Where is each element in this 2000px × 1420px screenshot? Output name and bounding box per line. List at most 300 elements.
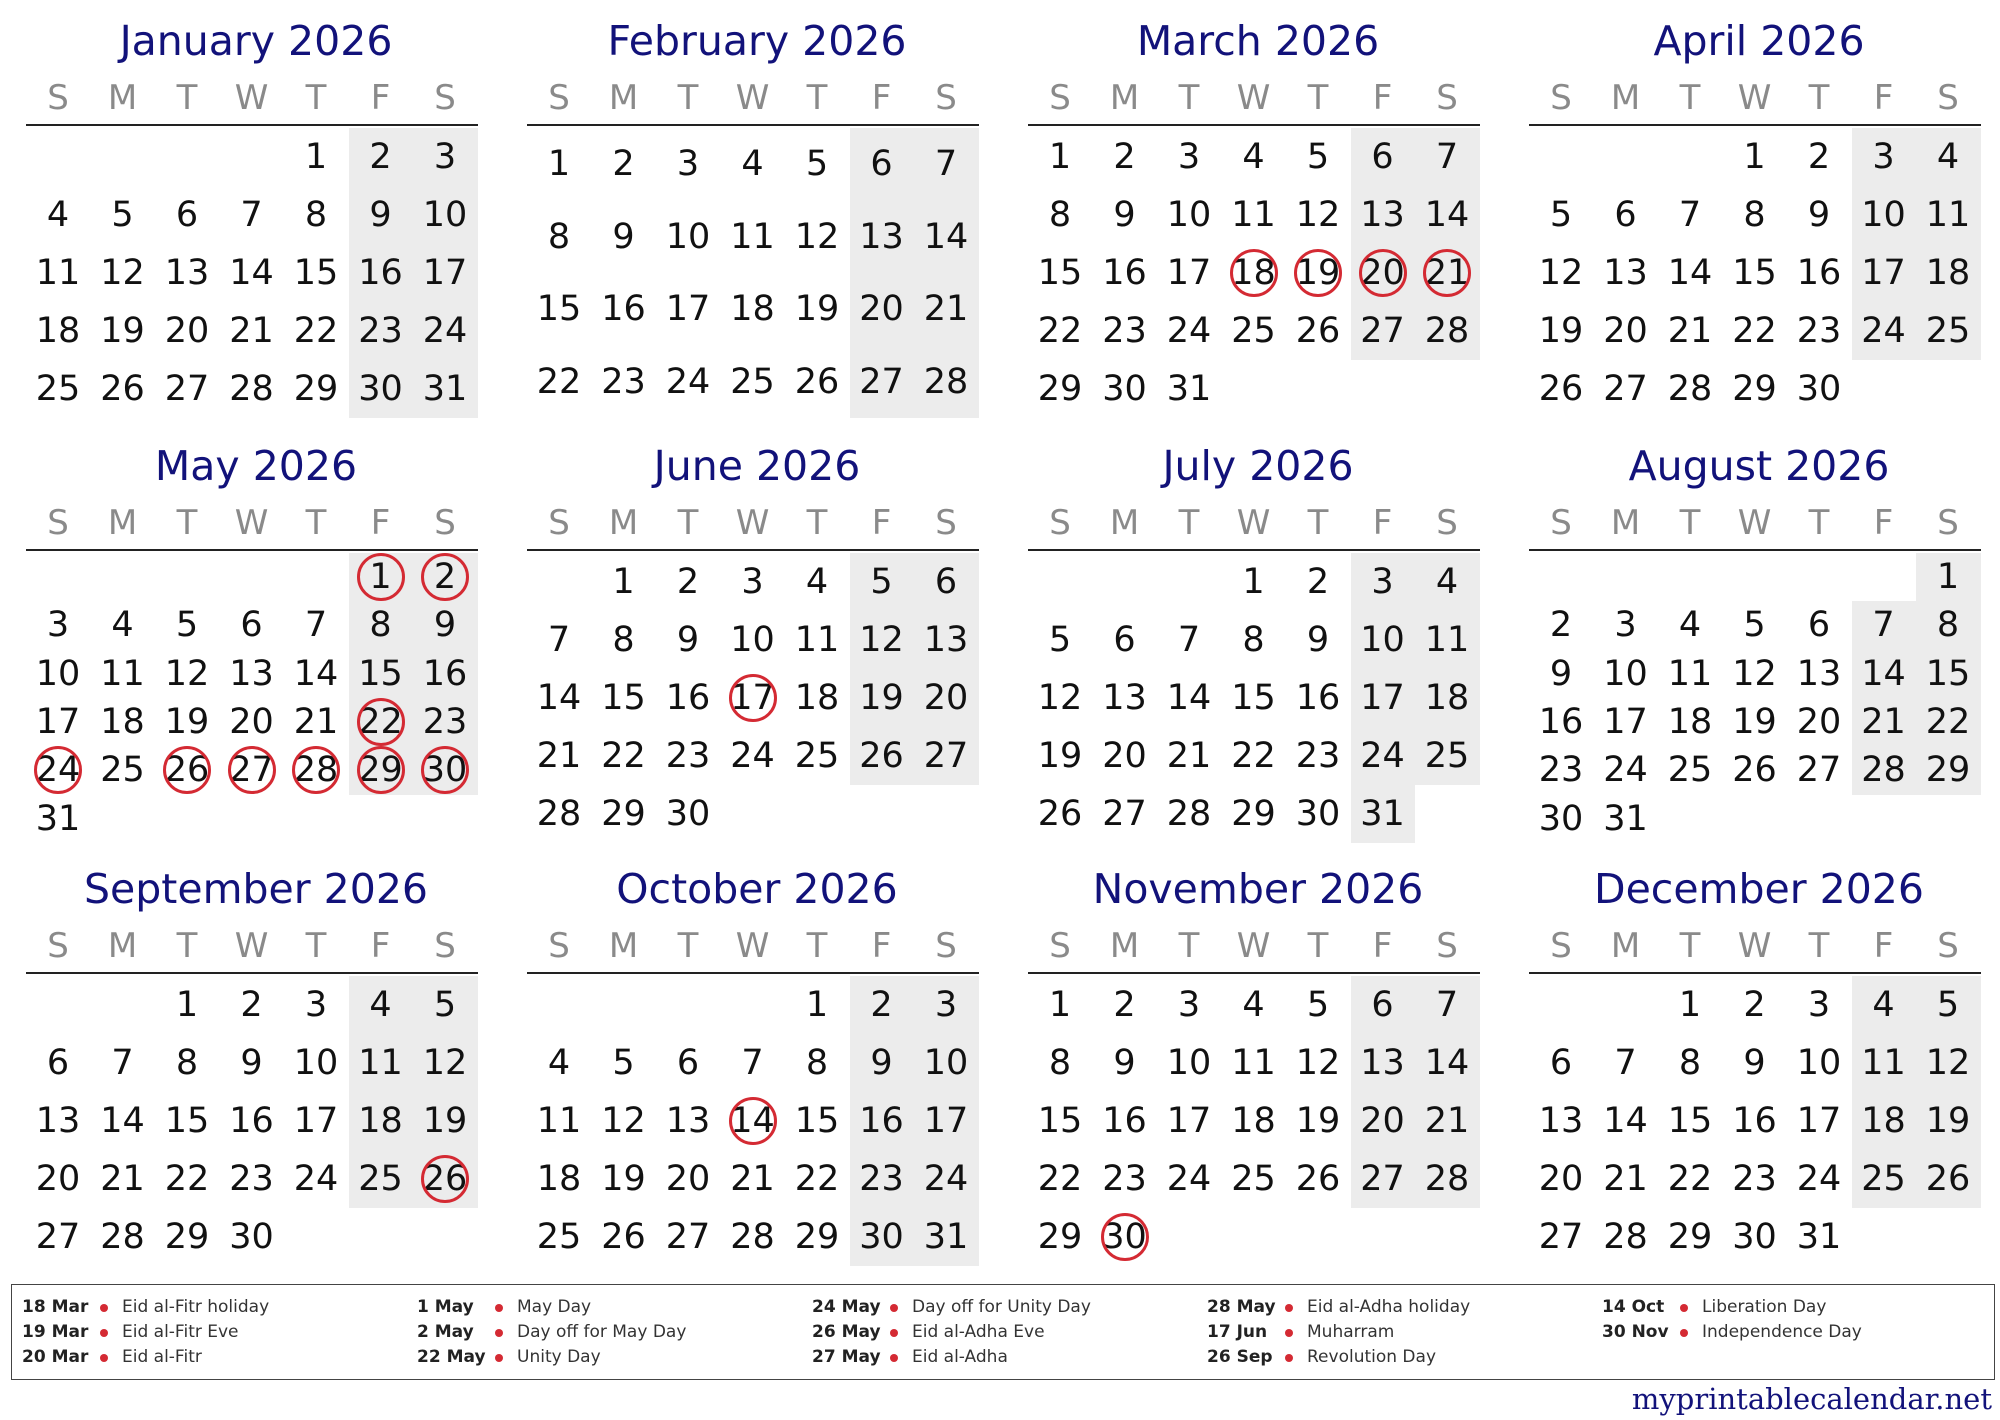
- date-cell[interactable]: 11: [1861, 1043, 1906, 1083]
- date-cell[interactable]: 30: [229, 1217, 274, 1257]
- date-cell[interactable]: 28: [1424, 1159, 1470, 1199]
- date-cell[interactable]: 27: [1796, 750, 1842, 791]
- date-cell[interactable]: 14: [229, 253, 274, 293]
- date-cell[interactable]: 22: [794, 1159, 840, 1199]
- date-cell[interactable]: 1: [1048, 985, 1072, 1025]
- date-cell[interactable]: 20: [1360, 1101, 1405, 1141]
- date-cell[interactable]: 15: [1925, 653, 1971, 694]
- date-cell[interactable]: 9: [1113, 1043, 1136, 1083]
- date-cell[interactable]: 7: [240, 195, 263, 235]
- date-cell[interactable]: 14: [536, 678, 582, 718]
- date-cell[interactable]: 4: [1242, 137, 1265, 177]
- date-cell[interactable]: 16: [422, 653, 468, 694]
- date-cell[interactable]: 26: [1925, 1159, 1971, 1199]
- date-cell[interactable]: 25: [358, 1159, 403, 1199]
- date-cell[interactable]: 3: [934, 985, 958, 1025]
- date-cell[interactable]: 30: [1732, 1217, 1777, 1257]
- date-cell[interactable]: 6: [934, 562, 958, 602]
- date-cell[interactable]: 17: [422, 253, 468, 293]
- holiday-date[interactable]: 17: [721, 669, 785, 727]
- date-cell[interactable]: 10: [1796, 1043, 1842, 1083]
- holiday-date[interactable]: 2: [413, 553, 477, 601]
- date-cell[interactable]: 22: [1231, 736, 1276, 776]
- date-cell[interactable]: 8: [1242, 620, 1265, 660]
- date-cell[interactable]: 3: [304, 985, 328, 1025]
- date-cell[interactable]: 6: [175, 195, 199, 235]
- date-cell[interactable]: 5: [111, 195, 134, 235]
- date-cell[interactable]: 21: [100, 1159, 145, 1199]
- date-cell[interactable]: 17: [1603, 702, 1648, 742]
- date-cell[interactable]: 20: [859, 289, 904, 329]
- date-cell[interactable]: 23: [358, 311, 403, 351]
- date-cell[interactable]: 24: [730, 736, 775, 776]
- date-cell[interactable]: 17: [665, 289, 711, 329]
- date-cell[interactable]: 24: [1166, 1159, 1212, 1199]
- date-cell[interactable]: 24: [1861, 311, 1906, 351]
- date-cell[interactable]: 19: [1732, 702, 1777, 742]
- date-cell[interactable]: 6: [1614, 195, 1637, 235]
- date-cell[interactable]: 27: [1360, 1159, 1405, 1199]
- date-cell[interactable]: 20: [1538, 1159, 1584, 1199]
- date-cell[interactable]: 4: [111, 605, 134, 646]
- date-cell[interactable]: 16: [859, 1101, 904, 1141]
- date-cell[interactable]: 7: [1435, 985, 1459, 1025]
- date-cell[interactable]: 9: [1549, 653, 1573, 694]
- date-cell[interactable]: 21: [1603, 1159, 1648, 1199]
- date-cell[interactable]: 15: [293, 253, 339, 293]
- date-cell[interactable]: 14: [1424, 195, 1470, 235]
- date-cell[interactable]: 24: [1603, 750, 1648, 791]
- holiday-date[interactable]: 26: [413, 1150, 477, 1208]
- date-cell[interactable]: 22: [1667, 1159, 1713, 1199]
- date-cell[interactable]: 9: [612, 216, 635, 257]
- date-cell[interactable]: 30: [859, 1217, 904, 1257]
- date-cell[interactable]: 14: [1166, 678, 1212, 718]
- date-cell[interactable]: 8: [1048, 1043, 1072, 1083]
- date-cell[interactable]: 5: [1743, 605, 1766, 646]
- date-cell[interactable]: 13: [1603, 253, 1648, 293]
- date-cell[interactable]: 14: [1603, 1101, 1648, 1141]
- date-cell[interactable]: 5: [1306, 985, 1330, 1025]
- date-cell[interactable]: 2: [676, 562, 700, 602]
- date-cell[interactable]: 22: [1037, 1159, 1083, 1199]
- date-cell[interactable]: 26: [1037, 794, 1083, 834]
- date-cell[interactable]: 27: [1360, 311, 1405, 351]
- date-cell[interactable]: 19: [1925, 1101, 1971, 1141]
- date-cell[interactable]: 1: [1242, 562, 1265, 602]
- date-cell[interactable]: 9: [240, 1043, 263, 1083]
- date-cell[interactable]: 6: [1371, 137, 1394, 177]
- date-cell[interactable]: 9: [1306, 620, 1330, 660]
- date-cell[interactable]: 22: [536, 361, 582, 402]
- date-cell[interactable]: 11: [536, 1101, 582, 1141]
- date-cell[interactable]: 8: [612, 620, 635, 660]
- date-cell[interactable]: 27: [859, 361, 904, 402]
- date-cell[interactable]: 23: [1102, 1159, 1147, 1199]
- date-cell[interactable]: 15: [536, 289, 582, 329]
- holiday-date[interactable]: 24: [26, 746, 90, 794]
- date-cell[interactable]: 12: [1295, 1043, 1341, 1083]
- date-cell[interactable]: 15: [164, 1101, 210, 1141]
- holiday-date[interactable]: 28: [284, 746, 348, 794]
- date-cell[interactable]: 3: [1371, 562, 1394, 602]
- date-cell[interactable]: 26: [859, 736, 904, 776]
- date-cell[interactable]: 4: [369, 985, 392, 1025]
- date-cell[interactable]: 19: [422, 1101, 468, 1141]
- date-cell[interactable]: 27: [35, 1217, 81, 1257]
- date-cell[interactable]: 23: [422, 702, 468, 742]
- date-cell[interactable]: 25: [1861, 1159, 1906, 1199]
- date-cell[interactable]: 10: [730, 620, 775, 660]
- date-cell[interactable]: 11: [1424, 620, 1470, 660]
- date-cell[interactable]: 11: [1925, 195, 1971, 235]
- date-cell[interactable]: 14: [1667, 253, 1713, 293]
- date-cell[interactable]: 31: [35, 798, 81, 839]
- date-cell[interactable]: 5: [805, 144, 829, 184]
- date-cell[interactable]: 24: [665, 361, 711, 402]
- date-cell[interactable]: 12: [100, 253, 145, 293]
- date-cell[interactable]: 22: [1925, 702, 1971, 742]
- date-cell[interactable]: 22: [164, 1159, 210, 1199]
- date-cell[interactable]: 5: [1048, 620, 1072, 660]
- date-cell[interactable]: 4: [1872, 985, 1895, 1025]
- date-cell[interactable]: 14: [100, 1101, 145, 1141]
- date-cell[interactable]: 21: [229, 311, 274, 351]
- date-cell[interactable]: 17: [35, 702, 81, 742]
- date-cell[interactable]: 11: [1231, 195, 1276, 235]
- date-cell[interactable]: 27: [923, 736, 969, 776]
- date-cell[interactable]: 22: [601, 736, 646, 776]
- holiday-date[interactable]: 27: [220, 746, 284, 794]
- date-cell[interactable]: 27: [1102, 794, 1147, 834]
- date-cell[interactable]: 3: [433, 137, 457, 177]
- date-cell[interactable]: 17: [1861, 253, 1906, 293]
- date-cell[interactable]: 12: [794, 216, 840, 257]
- date-cell[interactable]: 15: [1037, 253, 1083, 293]
- date-cell[interactable]: 19: [601, 1159, 646, 1199]
- date-cell[interactable]: 1: [1048, 137, 1072, 177]
- date-cell[interactable]: 4: [805, 562, 829, 602]
- date-cell[interactable]: 20: [164, 311, 210, 351]
- date-cell[interactable]: 17: [1360, 678, 1405, 718]
- date-cell[interactable]: 23: [1732, 1159, 1777, 1199]
- date-cell[interactable]: 12: [422, 1043, 468, 1083]
- date-cell[interactable]: 23: [1796, 311, 1842, 351]
- date-cell[interactable]: 4: [46, 195, 70, 235]
- holiday-date[interactable]: 1: [349, 553, 413, 601]
- holiday-date[interactable]: 29: [349, 746, 413, 794]
- date-cell[interactable]: 7: [547, 620, 571, 660]
- date-cell[interactable]: 15: [1667, 1101, 1713, 1141]
- date-cell[interactable]: 8: [369, 605, 392, 646]
- date-cell[interactable]: 15: [794, 1101, 840, 1141]
- date-cell[interactable]: 21: [1166, 736, 1212, 776]
- date-cell[interactable]: 3: [1614, 605, 1637, 646]
- date-cell[interactable]: 20: [35, 1159, 81, 1199]
- date-cell[interactable]: 9: [433, 605, 457, 646]
- date-cell[interactable]: 5: [175, 605, 199, 646]
- date-cell[interactable]: 23: [601, 361, 646, 402]
- date-cell[interactable]: 18: [100, 702, 145, 742]
- date-cell[interactable]: 28: [536, 794, 582, 834]
- date-cell[interactable]: 25: [1925, 311, 1971, 351]
- holiday-date[interactable]: 22: [349, 698, 413, 746]
- date-cell[interactable]: 21: [1424, 1101, 1470, 1141]
- date-cell[interactable]: 25: [536, 1217, 582, 1257]
- date-cell[interactable]: 16: [1102, 253, 1147, 293]
- date-cell[interactable]: 8: [1048, 195, 1072, 235]
- date-cell[interactable]: 12: [164, 653, 210, 694]
- date-cell[interactable]: 18: [1424, 678, 1470, 718]
- date-cell[interactable]: 14: [923, 216, 969, 257]
- date-cell[interactable]: 21: [730, 1159, 775, 1199]
- date-cell[interactable]: 26: [1295, 1159, 1341, 1199]
- date-cell[interactable]: 16: [1796, 253, 1842, 293]
- date-cell[interactable]: 28: [1861, 750, 1906, 791]
- date-cell[interactable]: 8: [1936, 605, 1960, 646]
- date-cell[interactable]: 21: [1861, 702, 1906, 742]
- date-cell[interactable]: 25: [1667, 750, 1713, 791]
- date-cell[interactable]: 7: [1435, 137, 1459, 177]
- date-cell[interactable]: 18: [1925, 253, 1971, 293]
- date-cell[interactable]: 18: [730, 289, 775, 329]
- date-cell[interactable]: 29: [164, 1217, 210, 1257]
- date-cell[interactable]: 7: [1678, 195, 1702, 235]
- date-cell[interactable]: 21: [536, 736, 582, 776]
- date-cell[interactable]: 1: [1743, 137, 1766, 177]
- date-cell[interactable]: 9: [676, 620, 700, 660]
- date-cell[interactable]: 20: [1796, 702, 1842, 742]
- date-cell[interactable]: 13: [665, 1101, 711, 1141]
- date-cell[interactable]: 23: [665, 736, 711, 776]
- date-cell[interactable]: 29: [1667, 1217, 1713, 1257]
- date-cell[interactable]: 20: [665, 1159, 711, 1199]
- date-cell[interactable]: 17: [293, 1101, 339, 1141]
- date-cell[interactable]: 15: [1732, 253, 1777, 293]
- date-cell[interactable]: 24: [1166, 311, 1212, 351]
- date-cell[interactable]: 27: [1603, 369, 1648, 409]
- date-cell[interactable]: 7: [111, 1043, 134, 1083]
- date-cell[interactable]: 18: [1667, 702, 1713, 742]
- date-cell[interactable]: 3: [1177, 137, 1201, 177]
- date-cell[interactable]: 2: [1113, 985, 1136, 1025]
- date-cell[interactable]: 11: [35, 253, 81, 293]
- date-cell[interactable]: 2: [1113, 137, 1136, 177]
- date-cell[interactable]: 17: [1166, 1101, 1212, 1141]
- date-cell[interactable]: 27: [1538, 1217, 1584, 1257]
- date-cell[interactable]: 2: [369, 137, 392, 177]
- date-cell[interactable]: 5: [612, 1043, 635, 1083]
- date-cell[interactable]: 29: [1037, 1217, 1083, 1257]
- date-cell[interactable]: 16: [601, 289, 646, 329]
- date-cell[interactable]: 12: [1538, 253, 1584, 293]
- holiday-date[interactable]: 18: [1222, 244, 1286, 302]
- date-cell[interactable]: 11: [730, 216, 775, 257]
- date-cell[interactable]: 7: [1614, 1043, 1637, 1083]
- date-cell[interactable]: 7: [1872, 605, 1895, 646]
- date-cell[interactable]: 4: [1936, 137, 1960, 177]
- date-cell[interactable]: 15: [1037, 1101, 1083, 1141]
- date-cell[interactable]: 3: [676, 144, 700, 184]
- date-cell[interactable]: 31: [1360, 794, 1405, 834]
- date-cell[interactable]: 30: [1538, 798, 1584, 839]
- date-cell[interactable]: 10: [1360, 620, 1405, 660]
- date-cell[interactable]: 8: [547, 216, 571, 257]
- date-cell[interactable]: 23: [1538, 750, 1584, 791]
- date-cell[interactable]: 26: [794, 361, 840, 402]
- date-cell[interactable]: 19: [100, 311, 145, 351]
- date-cell[interactable]: 12: [601, 1101, 646, 1141]
- date-cell[interactable]: 23: [859, 1159, 904, 1199]
- date-cell[interactable]: 18: [1861, 1101, 1906, 1141]
- date-cell[interactable]: 6: [1549, 1043, 1573, 1083]
- date-cell[interactable]: 1: [1936, 557, 1960, 597]
- date-cell[interactable]: 10: [1603, 653, 1648, 694]
- date-cell[interactable]: 21: [293, 702, 339, 742]
- date-cell[interactable]: 2: [1807, 137, 1831, 177]
- date-cell[interactable]: 27: [665, 1217, 711, 1257]
- date-cell[interactable]: 16: [665, 678, 711, 718]
- date-cell[interactable]: 7: [741, 1043, 764, 1083]
- date-cell[interactable]: 29: [1231, 794, 1276, 834]
- date-cell[interactable]: 8: [1678, 1043, 1702, 1083]
- date-cell[interactable]: 1: [547, 144, 571, 184]
- date-cell[interactable]: 31: [1796, 1217, 1842, 1257]
- date-cell[interactable]: 13: [859, 216, 904, 257]
- date-cell[interactable]: 16: [1102, 1101, 1147, 1141]
- date-cell[interactable]: 21: [1667, 311, 1713, 351]
- date-cell[interactable]: 12: [1295, 195, 1341, 235]
- date-cell[interactable]: 12: [1037, 678, 1083, 718]
- date-cell[interactable]: 24: [422, 311, 468, 351]
- date-cell[interactable]: 25: [794, 736, 840, 776]
- date-cell[interactable]: 2: [240, 985, 263, 1025]
- date-cell[interactable]: 10: [923, 1043, 969, 1083]
- date-cell[interactable]: 11: [1231, 1043, 1276, 1083]
- date-cell[interactable]: 12: [1925, 1043, 1971, 1083]
- date-cell[interactable]: 10: [1166, 195, 1212, 235]
- date-cell[interactable]: 26: [1732, 750, 1777, 791]
- date-cell[interactable]: 9: [1113, 195, 1136, 235]
- holiday-date[interactable]: 21: [1415, 244, 1479, 302]
- date-cell[interactable]: 12: [859, 620, 904, 660]
- date-cell[interactable]: 29: [1925, 750, 1971, 791]
- date-cell[interactable]: 28: [1166, 794, 1212, 834]
- site-credit[interactable]: myprintablecalendar.net: [1631, 1382, 1992, 1416]
- date-cell[interactable]: 22: [1037, 311, 1083, 351]
- date-cell[interactable]: 28: [100, 1217, 145, 1257]
- date-cell[interactable]: 22: [293, 311, 339, 351]
- date-cell[interactable]: 10: [665, 216, 711, 257]
- date-cell[interactable]: 28: [730, 1217, 775, 1257]
- date-cell[interactable]: 9: [1743, 1043, 1766, 1083]
- date-cell[interactable]: 1: [612, 562, 635, 602]
- date-cell[interactable]: 28: [923, 361, 969, 402]
- date-cell[interactable]: 31: [1166, 369, 1212, 409]
- date-cell[interactable]: 29: [601, 794, 646, 834]
- date-cell[interactable]: 2: [1306, 562, 1330, 602]
- date-cell[interactable]: 18: [536, 1159, 582, 1199]
- date-cell[interactable]: 15: [601, 678, 646, 718]
- date-cell[interactable]: 28: [1667, 369, 1713, 409]
- date-cell[interactable]: 20: [1603, 311, 1648, 351]
- date-cell[interactable]: 24: [1360, 736, 1405, 776]
- date-cell[interactable]: 24: [1796, 1159, 1842, 1199]
- date-cell[interactable]: 14: [1424, 1043, 1470, 1083]
- date-cell[interactable]: 9: [1807, 195, 1831, 235]
- date-cell[interactable]: 2: [1743, 985, 1766, 1025]
- date-cell[interactable]: 16: [1732, 1101, 1777, 1141]
- holiday-date[interactable]: 20: [1351, 244, 1415, 302]
- date-cell[interactable]: 2: [870, 985, 893, 1025]
- date-cell[interactable]: 10: [293, 1043, 339, 1083]
- date-cell[interactable]: 8: [304, 195, 328, 235]
- date-cell[interactable]: 29: [1732, 369, 1777, 409]
- date-cell[interactable]: 30: [1102, 369, 1147, 409]
- date-cell[interactable]: 6: [1371, 985, 1394, 1025]
- date-cell[interactable]: 3: [46, 605, 70, 646]
- date-cell[interactable]: 7: [304, 605, 328, 646]
- date-cell[interactable]: 17: [923, 1101, 969, 1141]
- date-cell[interactable]: 6: [676, 1043, 700, 1083]
- date-cell[interactable]: 13: [1360, 1043, 1405, 1083]
- date-cell[interactable]: 13: [229, 653, 274, 694]
- date-cell[interactable]: 3: [1807, 985, 1831, 1025]
- date-cell[interactable]: 25: [100, 750, 145, 791]
- date-cell[interactable]: 6: [870, 144, 893, 184]
- date-cell[interactable]: 9: [369, 195, 392, 235]
- date-cell[interactable]: 16: [1538, 702, 1584, 742]
- date-cell[interactable]: 31: [422, 369, 468, 409]
- date-cell[interactable]: 13: [1796, 653, 1842, 694]
- date-cell[interactable]: 26: [601, 1217, 646, 1257]
- date-cell[interactable]: 5: [1936, 985, 1960, 1025]
- date-cell[interactable]: 13: [1538, 1101, 1584, 1141]
- date-cell[interactable]: 8: [175, 1043, 199, 1083]
- date-cell[interactable]: 8: [805, 1043, 829, 1083]
- date-cell[interactable]: 10: [1166, 1043, 1212, 1083]
- date-cell[interactable]: 14: [1861, 653, 1906, 694]
- date-cell[interactable]: 25: [1424, 736, 1470, 776]
- date-cell[interactable]: 18: [358, 1101, 403, 1141]
- date-cell[interactable]: 26: [1538, 369, 1584, 409]
- date-cell[interactable]: 30: [665, 794, 711, 834]
- date-cell[interactable]: 3: [1177, 985, 1201, 1025]
- date-cell[interactable]: 23: [1102, 311, 1147, 351]
- holiday-date[interactable]: 14: [721, 1092, 785, 1150]
- date-cell[interactable]: 5: [433, 985, 457, 1025]
- date-cell[interactable]: 1: [304, 137, 328, 177]
- date-cell[interactable]: 24: [293, 1159, 339, 1199]
- date-cell[interactable]: 19: [794, 289, 840, 329]
- date-cell[interactable]: 29: [1037, 369, 1083, 409]
- date-cell[interactable]: 1: [805, 985, 829, 1025]
- date-cell[interactable]: 19: [164, 702, 210, 742]
- date-cell[interactable]: 25: [1231, 311, 1276, 351]
- date-cell[interactable]: 15: [358, 653, 403, 694]
- date-cell[interactable]: 28: [1424, 311, 1470, 351]
- date-cell[interactable]: 11: [794, 620, 840, 660]
- date-cell[interactable]: 7: [1177, 620, 1201, 660]
- date-cell[interactable]: 9: [870, 1043, 893, 1083]
- date-cell[interactable]: 12: [1732, 653, 1777, 694]
- date-cell[interactable]: 16: [1295, 678, 1341, 718]
- holiday-date[interactable]: 30: [413, 746, 477, 794]
- date-cell[interactable]: 17: [1166, 253, 1212, 293]
- date-cell[interactable]: 19: [859, 678, 904, 718]
- date-cell[interactable]: 6: [1113, 620, 1136, 660]
- date-cell[interactable]: 20: [1102, 736, 1147, 776]
